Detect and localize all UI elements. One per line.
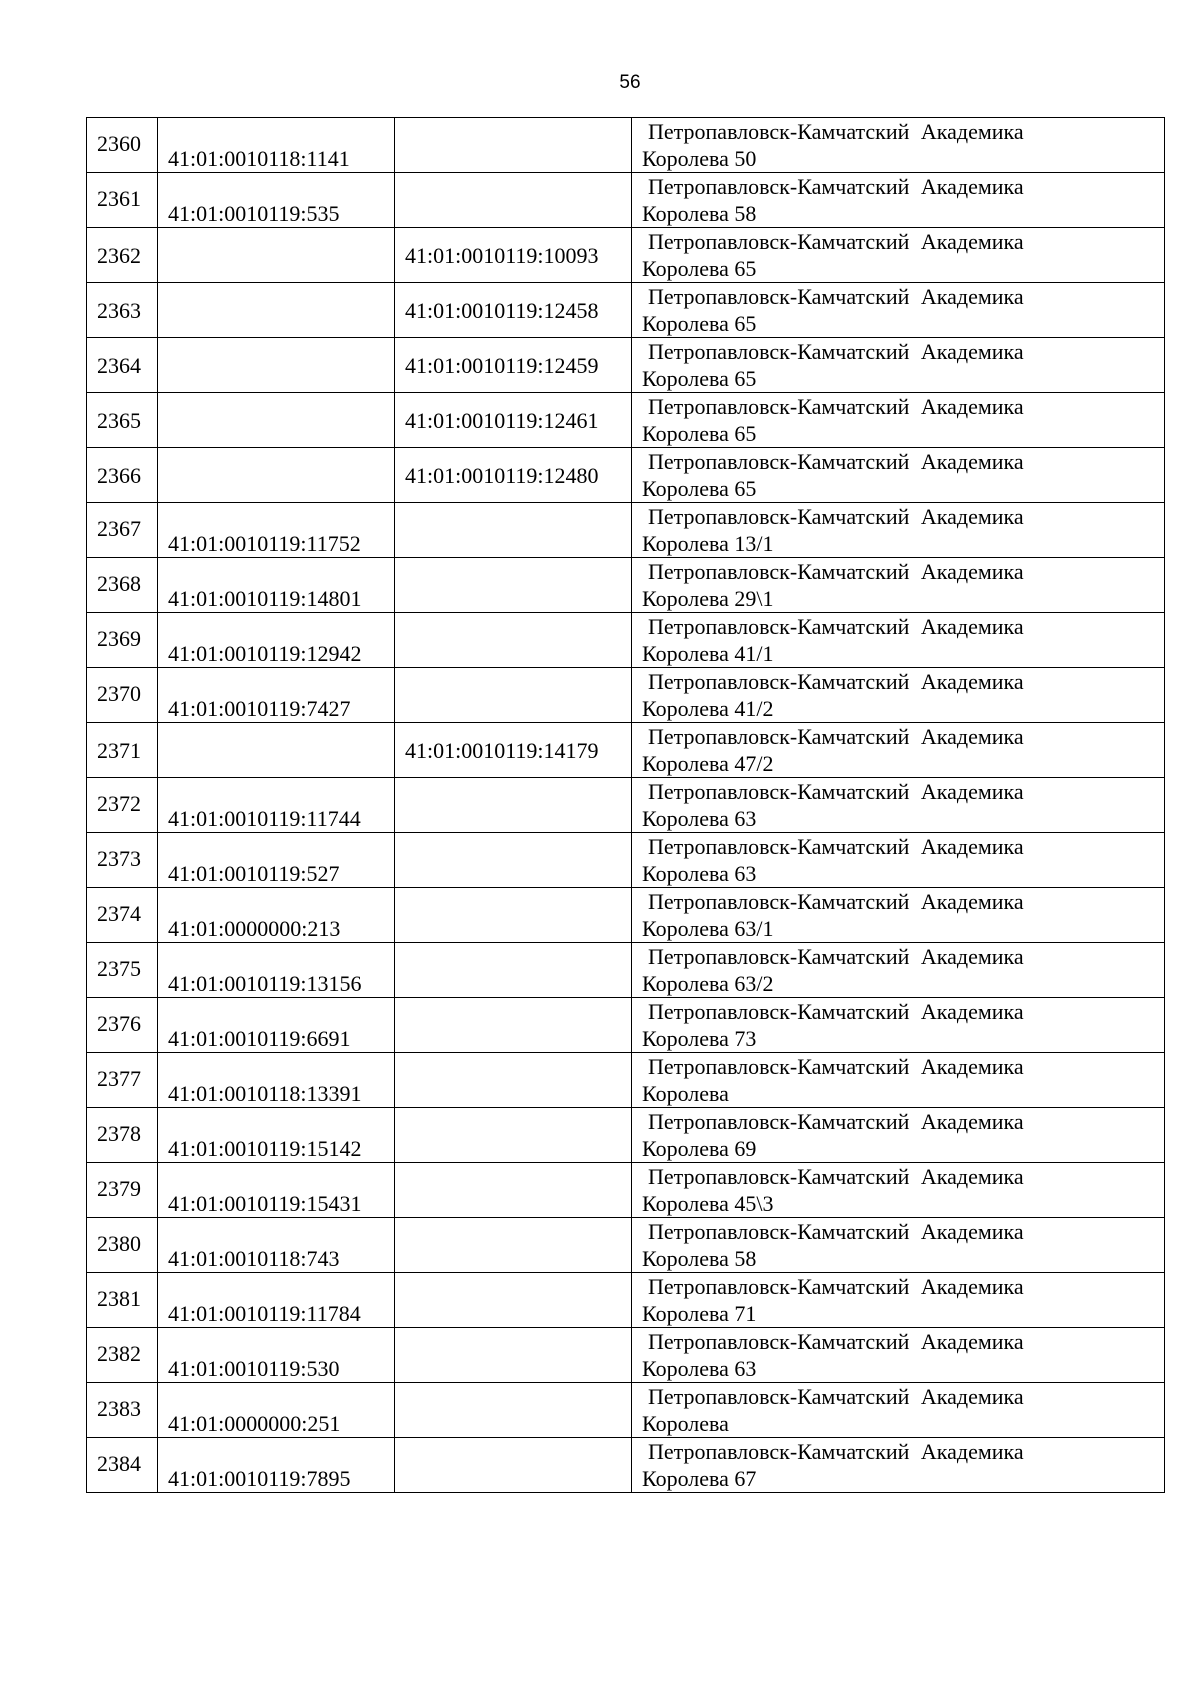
- land-cadastral-number: 41:01:0010119:14801: [158, 558, 395, 613]
- address-city-line: Петропавловск-Камчатский Академика: [648, 834, 1024, 859]
- table-row: [87, 888, 1165, 943]
- row-number: 2369: [87, 613, 158, 668]
- address-cell: [632, 613, 1165, 668]
- building-cadastral-number: [395, 1108, 632, 1163]
- building-cadastral-number: [395, 888, 632, 943]
- address-cell: [632, 778, 1165, 833]
- table-row: [87, 1438, 1165, 1493]
- table-row: [87, 1218, 1165, 1273]
- building-cadastral-number: [395, 1053, 632, 1108]
- address-cell: [632, 228, 1165, 283]
- address-cell: [632, 1328, 1165, 1383]
- land-cadastral-number: [158, 338, 395, 393]
- land-cadastral-number: 41:01:0010119:13156: [158, 943, 395, 998]
- land-cadastral-number: 41:01:0000000:213: [158, 888, 395, 943]
- building-cadastral-number: [395, 943, 632, 998]
- address-city-line: Петропавловск-Камчатский Академика: [648, 1164, 1024, 1189]
- address-cell: [632, 1163, 1165, 1218]
- table-row: [87, 723, 1165, 778]
- row-number: 2365: [87, 393, 158, 448]
- land-cadastral-number: 41:01:0010119:535: [158, 173, 395, 228]
- address-street-line: Королева 47/2: [642, 751, 774, 776]
- land-cadastral-number: 41:01:0010119:15142: [158, 1108, 395, 1163]
- row-number: 2379: [87, 1163, 158, 1218]
- address-city-line: Петропавловск-Камчатский Академика: [648, 669, 1024, 694]
- land-cadastral-number: 41:01:0010119:6691: [158, 998, 395, 1053]
- building-cadastral-number: 41:01:0010119:12459: [395, 338, 632, 393]
- address-city-line: Петропавловск-Камчатский Академика: [648, 1439, 1024, 1464]
- address-city-line: Петропавловск-Камчатский Академика: [648, 394, 1024, 419]
- address-city-line: Петропавловск-Камчатский Академика: [648, 229, 1024, 254]
- building-cadastral-number: 41:01:0010119:14179: [395, 723, 632, 778]
- land-cadastral-number: 41:01:0010119:11752: [158, 503, 395, 558]
- address-street-line: Королева 45\3: [642, 1191, 774, 1216]
- building-cadastral-number: 41:01:0010119:12461: [395, 393, 632, 448]
- land-cadastral-number: [158, 723, 395, 778]
- table-row: [87, 943, 1165, 998]
- land-cadastral-number: [158, 448, 395, 503]
- address-city-line: Петропавловск-Камчатский Академика: [648, 504, 1024, 529]
- land-cadastral-number: [158, 393, 395, 448]
- address-cell: [632, 888, 1165, 943]
- address-city-line: Петропавловск-Камчатский Академика: [648, 559, 1024, 584]
- address-street-line: Королева 65: [642, 366, 757, 391]
- land-cadastral-number: 41:01:0010119:12942: [158, 613, 395, 668]
- address-street-line: Королева 67: [642, 1466, 757, 1491]
- land-cadastral-number: 41:01:0000000:251: [158, 1383, 395, 1438]
- address-street-line: Королева 13/1: [642, 531, 774, 556]
- row-number: 2361: [87, 173, 158, 228]
- table-row: [87, 1383, 1165, 1438]
- building-cadastral-number: [395, 613, 632, 668]
- address-street-line: Королева 65: [642, 311, 757, 336]
- address-city-line: Петропавловск-Камчатский Академика: [648, 1109, 1024, 1134]
- address-cell: [632, 393, 1165, 448]
- address-street-line: Королева 71: [642, 1301, 757, 1326]
- building-cadastral-number: [395, 558, 632, 613]
- table-row: [87, 778, 1165, 833]
- table-row: [87, 1328, 1165, 1383]
- building-cadastral-number: [395, 668, 632, 723]
- building-cadastral-number: 41:01:0010119:10093: [395, 228, 632, 283]
- table-row: [87, 393, 1165, 448]
- land-cadastral-number: 41:01:0010119:11784: [158, 1273, 395, 1328]
- address-city-line: Петропавловск-Камчатский Академика: [648, 614, 1024, 639]
- address-cell: [632, 833, 1165, 888]
- address-cell: [632, 558, 1165, 613]
- row-number: 2377: [87, 1053, 158, 1108]
- row-number: 2382: [87, 1328, 158, 1383]
- row-number: 2374: [87, 888, 158, 943]
- row-number: 2376: [87, 998, 158, 1053]
- page-number: 56: [619, 72, 641, 93]
- land-cadastral-number: 41:01:0010119:11744: [158, 778, 395, 833]
- address-city-line: Петропавловск-Камчатский Академика: [648, 889, 1024, 914]
- building-cadastral-number: [395, 118, 632, 173]
- land-cadastral-number: [158, 283, 395, 338]
- building-cadastral-number: [395, 1273, 632, 1328]
- row-number: 2372: [87, 778, 158, 833]
- land-cadastral-number: 41:01:0010118:1141: [158, 118, 395, 173]
- address-cell: [632, 723, 1165, 778]
- address-city-line: Петропавловск-Камчатский Академика: [648, 1054, 1024, 1079]
- land-cadastral-number: 41:01:0010119:530: [158, 1328, 395, 1383]
- address-street-line: Королева 65: [642, 256, 757, 281]
- registry-table-body: [87, 118, 1165, 1493]
- table-row: [87, 338, 1165, 393]
- row-number: 2367: [87, 503, 158, 558]
- address-street-line: Королева 41/2: [642, 696, 774, 721]
- address-city-line: Петропавловск-Камчатский Академика: [648, 174, 1024, 199]
- address-street-line: Королева 63/1: [642, 916, 774, 941]
- row-number: 2368: [87, 558, 158, 613]
- row-number: 2384: [87, 1438, 158, 1493]
- row-number: 2370: [87, 668, 158, 723]
- address-cell: [632, 1438, 1165, 1493]
- row-number: 2364: [87, 338, 158, 393]
- address-street-line: Королева 41/1: [642, 641, 774, 666]
- registry-table: [86, 117, 1165, 1493]
- table-row: [87, 1053, 1165, 1108]
- address-city-line: Петропавловск-Камчатский Академика: [648, 944, 1024, 969]
- address-city-line: Петропавловск-Камчатский Академика: [648, 284, 1024, 309]
- table-row: [87, 558, 1165, 613]
- building-cadastral-number: 41:01:0010119:12458: [395, 283, 632, 338]
- table-row: [87, 228, 1165, 283]
- address-cell: [632, 1383, 1165, 1438]
- address-city-line: Петропавловск-Камчатский Академика: [648, 999, 1024, 1024]
- address-street-line: Королева 63: [642, 1356, 757, 1381]
- building-cadastral-number: [395, 1383, 632, 1438]
- table-row: [87, 1163, 1165, 1218]
- building-cadastral-number: 41:01:0010119:12480: [395, 448, 632, 503]
- row-number: 2371: [87, 723, 158, 778]
- address-cell: [632, 503, 1165, 558]
- table-row: [87, 118, 1165, 173]
- building-cadastral-number: [395, 998, 632, 1053]
- address-street-line: Королева 50: [642, 146, 757, 171]
- table-row: [87, 283, 1165, 338]
- table-row: [87, 998, 1165, 1053]
- table-row: [87, 613, 1165, 668]
- row-number: 2383: [87, 1383, 158, 1438]
- address-city-line: Петропавловск-Камчатский Академика: [648, 1329, 1024, 1354]
- address-street-line: Королева 69: [642, 1136, 757, 1161]
- row-number: 2378: [87, 1108, 158, 1163]
- row-number: 2373: [87, 833, 158, 888]
- row-number: 2380: [87, 1218, 158, 1273]
- address-city-line: Петропавловск-Камчатский Академика: [648, 339, 1024, 364]
- building-cadastral-number: [395, 778, 632, 833]
- building-cadastral-number: [395, 1163, 632, 1218]
- table-row: [87, 833, 1165, 888]
- land-cadastral-number: 41:01:0010119:527: [158, 833, 395, 888]
- address-cell: [632, 1053, 1165, 1108]
- address-street-line: Королева 73: [642, 1026, 757, 1051]
- building-cadastral-number: [395, 1218, 632, 1273]
- address-cell: [632, 1218, 1165, 1273]
- row-number: 2362: [87, 228, 158, 283]
- address-cell: [632, 283, 1165, 338]
- row-number: 2381: [87, 1273, 158, 1328]
- land-cadastral-number: 41:01:0010119:7427: [158, 668, 395, 723]
- address-city-line: Петропавловск-Камчатский Академика: [648, 1274, 1024, 1299]
- table-row: [87, 668, 1165, 723]
- address-street-line: Королева 63: [642, 861, 757, 886]
- address-street-line: Королева 29\1: [642, 586, 774, 611]
- address-street-line: Королева 63/2: [642, 971, 774, 996]
- building-cadastral-number: [395, 503, 632, 558]
- address-cell: [632, 448, 1165, 503]
- address-city-line: Петропавловск-Камчатский Академика: [648, 779, 1024, 804]
- land-cadastral-number: 41:01:0010119:15431: [158, 1163, 395, 1218]
- building-cadastral-number: [395, 1328, 632, 1383]
- land-cadastral-number: 41:01:0010118:13391: [158, 1053, 395, 1108]
- table-row: [87, 1273, 1165, 1328]
- address-cell: [632, 943, 1165, 998]
- address-street-line: Королева 63: [642, 806, 757, 831]
- address-city-line: Петропавловск-Камчатский Академика: [648, 449, 1024, 474]
- row-number: 2375: [87, 943, 158, 998]
- table-row: [87, 173, 1165, 228]
- address-city-line: Петропавловск-Камчатский Академика: [648, 119, 1024, 144]
- address-street-line: Королева 65: [642, 476, 757, 501]
- address-street-line: Королева 65: [642, 421, 757, 446]
- address-cell: [632, 998, 1165, 1053]
- address-street-line: Королева: [642, 1411, 729, 1436]
- land-cadastral-number: 41:01:0010118:743: [158, 1218, 395, 1273]
- land-cadastral-number: 41:01:0010119:7895: [158, 1438, 395, 1493]
- address-street-line: Королева 58: [642, 201, 757, 226]
- address-cell: [632, 173, 1165, 228]
- address-cell: [632, 118, 1165, 173]
- table-row: [87, 448, 1165, 503]
- address-city-line: Петропавловск-Камчатский Академика: [648, 1384, 1024, 1409]
- building-cadastral-number: [395, 1438, 632, 1493]
- address-cell: [632, 1273, 1165, 1328]
- row-number: 2363: [87, 283, 158, 338]
- building-cadastral-number: [395, 173, 632, 228]
- address-cell: [632, 1108, 1165, 1163]
- table-row: [87, 1108, 1165, 1163]
- row-number: 2366: [87, 448, 158, 503]
- address-city-line: Петропавловск-Камчатский Академика: [648, 1219, 1024, 1244]
- address-street-line: Королева: [642, 1081, 729, 1106]
- address-cell: [632, 668, 1165, 723]
- address-cell: [632, 338, 1165, 393]
- address-street-line: Королева 58: [642, 1246, 757, 1271]
- table-row: [87, 503, 1165, 558]
- land-cadastral-number: [158, 228, 395, 283]
- address-city-line: Петропавловск-Камчатский Академика: [648, 724, 1024, 749]
- building-cadastral-number: [395, 833, 632, 888]
- row-number: 2360: [87, 118, 158, 173]
